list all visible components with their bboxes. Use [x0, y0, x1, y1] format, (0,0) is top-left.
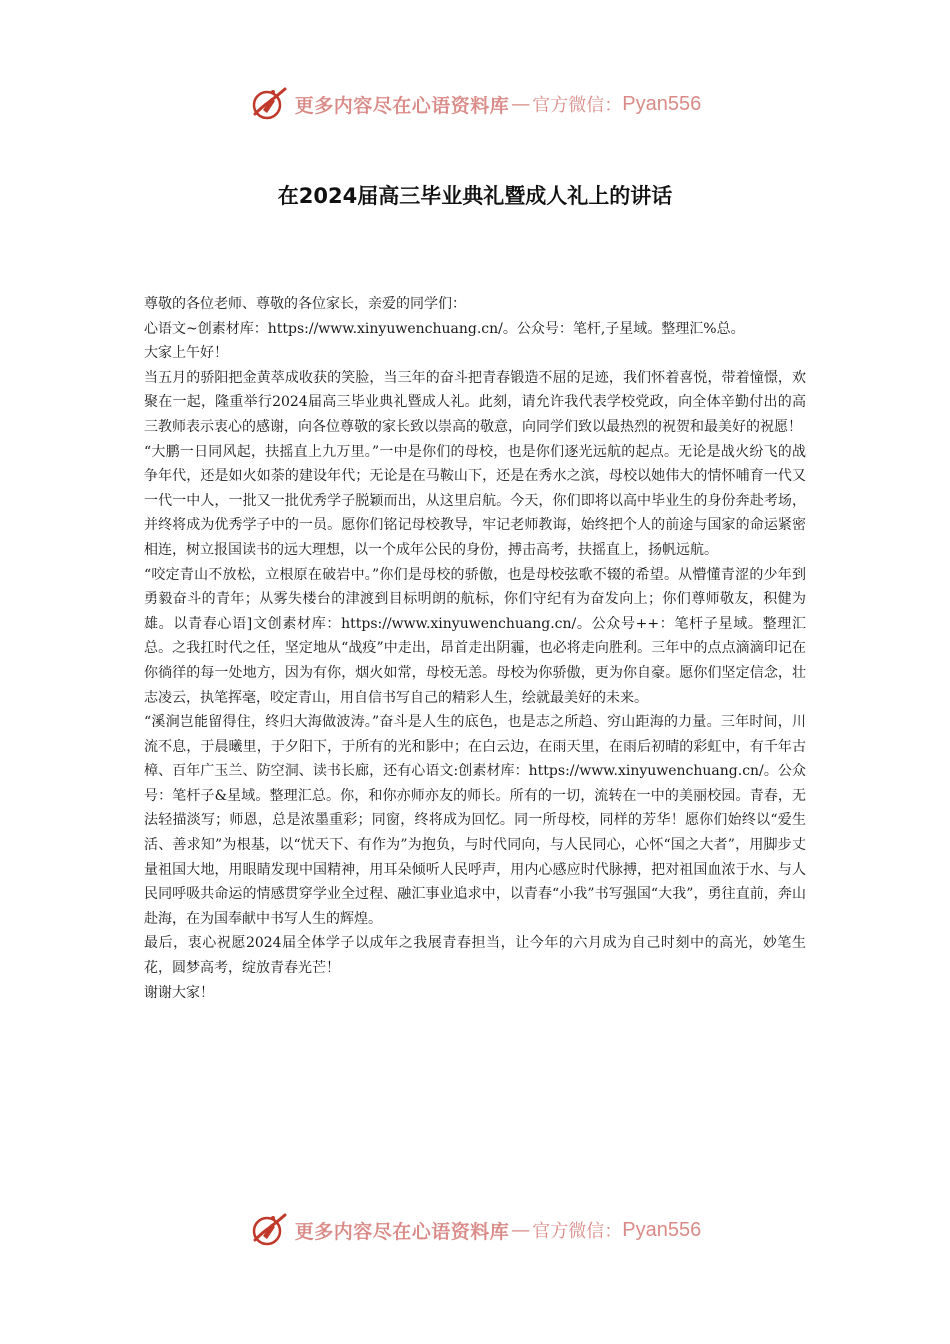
pen-logo-icon — [249, 84, 289, 124]
banner-text: 更多内容尽在心语资料库 — [294, 94, 510, 117]
banner-wechat-id: Pyan556 — [622, 1218, 702, 1241]
pen-logo-icon — [249, 1210, 289, 1250]
paragraph-xijian: “溪涧岂能留得住，终归大海做波涛。”奋斗是人生的底色，也是志之所趋、穷山距海的力量。三年时间，川流不息，于晨曦里，于夕阳下，于所有的光和影中；在白云边，在雨天里，在雨后初晴的彩虹中，有千年古樟、百年广玉兰、防空洞、读书长廊，还有心语文:创素材库：https://www.xinyuwenchuang.cn/。公众号：笔杆子&星域。整理汇总。你，和你亦师亦友的师长。所有的一切，流转在一中的美丽校园。青春，无法轻描淡写；师恩，总是浓墨重彩；同窗，终将成为回忆。同一所母校，同样的芳华！愿你们始终以“爱生活、善求知”为根基，以“忧天下、有作为”为抱负，与时代同向，与人民同心，心怀“国之大者”，用脚步丈量祖国大地，用眼睛发现中国精神，用耳朵倾听人民呼声，用内心感应时代脉搏，把对祖国血浓于水、与人民同呼吸共命运的情感贯穿学业全过程、融汇事业追求中，以青春“小我”书写强国“大我”，勇往直前，奔山赴海，在为国奉献中书写人生的辉煌。 — [144, 714, 806, 927]
paragraph-dapeng: “大鹏一日同风起，扶摇直上九万里。”一中是你们的母校，也是你们逐光远航的起点。无论是战火纷飞的战争年代，还是如火如荼的建设年代；无论是在马鞍山下，还是在秀水之滨，母校以她伟大的情怀哺育一代又一代一中人，一批又一批优秀学子脱颖而出，从这里启航。今天，你们即将以高中毕业生的身份奔赴考场，并终将成为优秀学子中的一员。愿你们铭记母校教导，牢记老师教诲，始终把个人的前途与国家的命运紧密相连，树立报国读书的远大理想，以一个成年公民的身份，搏击高考，扶摇直上，扬帆远航。 — [144, 443, 806, 558]
paragraph-closing: 最后，衷心祝愿2024届全体学子以成年之我展青春担当，让今年的六月成为自己时刻中的高光，妙笔生花，圆梦高考，绽放青春光芒！ — [144, 935, 806, 977]
banner-wechat-label: 官方微信： — [532, 95, 623, 116]
banner-text: 更多内容尽在心语资料库 — [294, 1220, 510, 1243]
paragraph-qingshan: “咬定青山不放松，立根原在破岩中。”你们是母校的骄傲，也是母校弦歌不辍的希望。从懵懂青涩的少年到勇毅奋斗的青年；从雾失楼台的津渡到目标明朗的航标，你们守纪有为奋发向上；你们尊师敬友，积健为雄。以青春心语]文创素材库：https://www.xinyuwenchuang.cn/。公众号++：笔杆子星域。整理汇总。之我扛时代之任，坚定地从“战疫”中走出，昂首走出阴霾，也必将走向胜利。三年中的点点滴滴印记在你徜徉的每一处地方，因为有你，烟火如常，母校无恙。母校为你骄傲，更为你自豪。愿你们坚定信念，壮志凌云，执笔挥毫，咬定青山，用自信书写自己的精彩人生，绘就最美好的未来。 — [144, 566, 806, 706]
paragraph-watermark-1: 心语文~创素材库：https://www.xinyuwenchuang.cn/。公众号：笔杆,子星域。整理汇%总。 — [144, 320, 745, 337]
banner-wechat-id: Pyan556 — [622, 92, 702, 115]
document-title: 在2024届高三毕业典礼暨成人礼上的讲话 — [277, 184, 673, 208]
paragraph-opening: 当五月的骄阳把金黄萃成收获的笑脸，当三年的奋斗把青春锻造不屈的足迹，我们怀着喜悦，带着憧憬，欢聚在一起，隆重举行2024届高三毕业典礼暨成人礼。此刻，请允许我代表学校党政，向全体辛勤付出的高三教师表示衷心的感谢，向各位尊敬的家长致以崇高的敬意，向同学们致以最热烈的祝贺和最美好的祝愿！ — [144, 369, 806, 435]
banner-dash: — — [511, 1219, 531, 1241]
paragraph-salutation: 尊敬的各位老师、尊敬的各位家长，亲爱的同学们： — [144, 296, 466, 312]
paragraph-thanks: 谢谢大家！ — [144, 984, 214, 1001]
header-watermark-banner — [0, 82, 950, 126]
footer-watermark-banner — [0, 1208, 950, 1252]
banner-wechat-label: 官方微信： — [532, 1221, 623, 1242]
document-body — [144, 292, 806, 1005]
paragraph-greeting: 大家上午好！ — [144, 345, 228, 362]
banner-dash: — — [511, 93, 531, 115]
